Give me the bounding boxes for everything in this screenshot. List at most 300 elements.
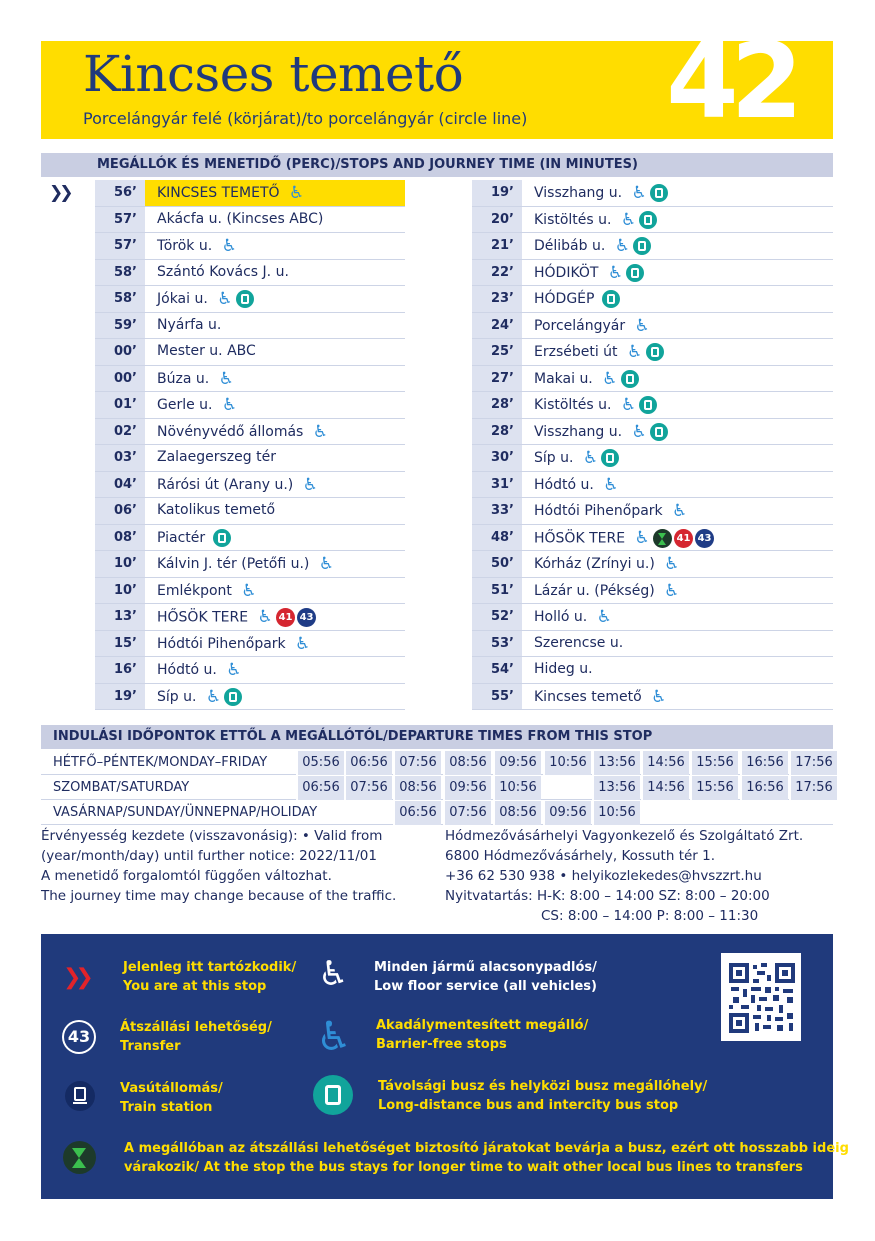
- departure-row: [41, 751, 833, 775]
- stop-name-text: Síp u.: [157, 688, 197, 705]
- stop-name-text: Síp u.: [534, 450, 574, 466]
- operator-info: [445, 826, 803, 926]
- stop-name-text: Mester u. ABC: [157, 343, 256, 359]
- info-line: (year/month/day) until further notice: 2022/11/01: [41, 848, 377, 864]
- stop-time: 08’: [95, 525, 145, 551]
- stop-row: [472, 604, 833, 631]
- stop-row: [95, 657, 405, 684]
- stop-name: [145, 260, 405, 286]
- stop-time: 10’: [95, 578, 145, 604]
- stop-time: 21’: [472, 233, 522, 259]
- stop-time: 02’: [95, 419, 145, 445]
- stop-row: [472, 631, 833, 658]
- stop-row: [95, 472, 405, 499]
- stops-left-column: [95, 180, 405, 710]
- wheelchair-icon: ♿: [288, 183, 305, 203]
- wheelchair-icon: ♿: [257, 607, 273, 627]
- current-stop-arrow-icon: ❯❯: [49, 183, 70, 203]
- stop-row: [95, 286, 405, 313]
- operator-address: 6800 Hódmezővásárhely, Kossuth tér 1.: [445, 848, 716, 864]
- stop-name: [522, 578, 833, 604]
- opening-hours: Nyitvatartás: H-K: 8:00 – 14:00 SZ: 8:00 – 20:00: [445, 888, 770, 904]
- stop-icons: [294, 635, 312, 653]
- stop-time: 50’: [472, 551, 522, 577]
- info-line: A menetidő forgalomtól függően változhat.: [41, 868, 332, 884]
- departure-time: 05:56: [296, 751, 344, 775]
- stop-row: [472, 578, 833, 605]
- stop-icons: [633, 529, 714, 548]
- stop-row: [472, 392, 833, 419]
- transfer-icon: 43: [62, 1020, 96, 1054]
- stop-name: [145, 445, 405, 471]
- wheelchair-icon: ♿: [664, 580, 680, 601]
- route-number: 42: [666, 41, 795, 139]
- departure-time: 16:56: [740, 776, 788, 800]
- page-title: Kincses temető: [83, 45, 464, 103]
- stop-row: [95, 233, 405, 260]
- departure-time: 17:56: [789, 776, 837, 800]
- intercity-bus-icon: [639, 396, 657, 414]
- wheelchair-icon: ♿: [221, 236, 237, 256]
- page-subtitle: Porcelángyár felé (körjárat)/to porcelángyár (circle line): [83, 109, 528, 128]
- stop-time: 25’: [472, 339, 522, 365]
- stop-name-text: Kincses temető: [534, 688, 642, 705]
- qr-code-image: [729, 963, 795, 1033]
- wheelchair-icon: ♿: [226, 660, 242, 680]
- stop-time: 00’: [95, 366, 145, 392]
- stop-name-text: Kórház (Zrínyi u.): [534, 556, 655, 572]
- intercity-bus-icon: [639, 211, 657, 229]
- departures-heading-bar: [41, 725, 833, 749]
- departure-time: 09:56: [493, 751, 541, 775]
- wheelchair-icon: ♿: [626, 342, 643, 362]
- barrier-free-wheelchair-icon: ♿: [316, 1014, 352, 1060]
- stop-name: [145, 578, 405, 604]
- legend-transfer: Átszállási lehetőség/ Transfer: [120, 1020, 272, 1054]
- stop-name-text: Katolikus temető: [157, 502, 276, 518]
- stop-time: 01’: [95, 392, 145, 418]
- stop-name: [145, 472, 405, 498]
- stop-row: [95, 445, 405, 472]
- stop-time: 53’: [472, 631, 522, 657]
- stop-name: [522, 313, 833, 339]
- stop-name: [145, 313, 405, 339]
- stop-time: 59’: [95, 313, 145, 339]
- stop-time: 19’: [95, 684, 145, 710]
- stop-icons: [225, 661, 243, 679]
- stop-time: 16’: [95, 657, 145, 683]
- stop-icons: [317, 555, 335, 573]
- stop-row: [472, 551, 833, 578]
- stop-name: [145, 684, 405, 710]
- stop-name-text: HÓDIKÖT: [534, 264, 599, 281]
- stop-name: [145, 551, 405, 577]
- departure-time: 13:56: [592, 751, 640, 775]
- wheelchair-icon: ♿: [672, 501, 688, 521]
- stop-name: [145, 657, 405, 683]
- stop-icons: [204, 688, 242, 706]
- stop-name-text: Rárósi út (Arany u.): [157, 476, 294, 493]
- stop-name-text: Délibáb u.: [534, 238, 606, 254]
- departure-row: [41, 801, 833, 825]
- stop-name-text: KINCSES TEMETŐ: [157, 185, 280, 201]
- departure-time: 17:56: [789, 751, 837, 775]
- validity-info: [41, 826, 396, 906]
- stop-time: 48’: [472, 525, 522, 551]
- stop-name: [145, 604, 405, 630]
- wheelchair-icon: ♿: [634, 527, 650, 548]
- stop-icons: [221, 396, 239, 414]
- wheelchair-icon: ♿: [634, 315, 650, 336]
- departure-day-label: HÉTFŐ–PÉNTEK/MONDAY–FRIDAY: [53, 755, 268, 770]
- stop-time: 04’: [95, 472, 145, 498]
- stop-time: 19’: [472, 180, 522, 206]
- stop-icons: [626, 343, 664, 361]
- wheelchair-icon: ♿: [241, 580, 257, 601]
- stop-icons: [217, 370, 235, 388]
- stop-name-text: Szántó Kovács J. u.: [157, 263, 289, 280]
- stop-time: 31’: [472, 472, 522, 498]
- stop-row: [95, 578, 405, 605]
- hourglass-icon: [653, 529, 672, 548]
- stop-name-text: Hódtói Pihenőpark: [534, 503, 663, 519]
- stop-icons: [301, 476, 319, 494]
- stop-icons: [256, 608, 316, 627]
- info-line: The journey time may change because of the traffic.: [41, 888, 397, 904]
- departure-time: 14:56: [641, 776, 689, 800]
- departure-time: 10:56: [592, 801, 640, 825]
- stop-row: [95, 366, 405, 393]
- stop-row: [95, 525, 405, 552]
- stop-time: 55’: [472, 684, 522, 710]
- info-line: Érvényesség kezdete (visszavonásig): • Valid from: [41, 828, 383, 844]
- stop-name-text: Kálvin J. tér (Petőfi u.): [157, 556, 310, 572]
- stop-name: [145, 498, 405, 524]
- stop-time: 58’: [95, 286, 145, 312]
- wheelchair-icon: ♿: [295, 633, 311, 654]
- stop-name-text: Hódtói Pihenőpark: [157, 635, 286, 652]
- stop-name: [522, 657, 833, 683]
- stop-icons: [630, 184, 668, 202]
- stops-right-column: [472, 180, 833, 710]
- stop-row: [472, 445, 833, 472]
- departure-time: 06:56: [344, 751, 392, 775]
- departure-time: 16:56: [740, 751, 788, 775]
- stop-name-text: Jókai u.: [157, 291, 208, 307]
- stop-time: 28’: [472, 419, 522, 445]
- intercity-bus-icon: [646, 343, 664, 361]
- stop-name: [145, 233, 405, 259]
- wheelchair-icon: ♿: [205, 686, 222, 707]
- stop-row: [472, 286, 833, 313]
- intercity-bus-icon: [213, 529, 231, 547]
- stop-icons: [663, 582, 681, 600]
- stop-name-text: Piactér: [157, 529, 206, 546]
- stop-icons: [613, 237, 651, 255]
- stop-name-text: Növényvédő állomás: [157, 423, 304, 440]
- stop-name-text: Porcelángyár: [534, 317, 626, 334]
- stop-time: 03’: [95, 445, 145, 471]
- stop-name: [522, 392, 833, 418]
- legend-wait: A megállóban az átszállási lehetőséget biztosító járatokat bevárja a busz, ezért ott hosszabb ideig várakozik/ At the stop the bus stays for longer time to wait other local bus lines to transfers: [124, 1141, 849, 1175]
- stop-icons: [220, 237, 238, 255]
- stop-row: [95, 498, 405, 525]
- wheelchair-icon: ♿: [318, 554, 334, 574]
- stop-time: 06’: [95, 498, 145, 524]
- stop-name-text: Kistöltés u.: [534, 397, 612, 413]
- stop-icons: [602, 476, 620, 494]
- stop-icons: [240, 582, 258, 600]
- stop-time: 00’: [95, 339, 145, 365]
- departure-time: 07:56: [344, 776, 392, 800]
- stop-time: 51’: [472, 578, 522, 604]
- stop-name: [522, 419, 833, 445]
- departure-time: 07:56: [393, 751, 441, 775]
- stop-name: [522, 525, 833, 551]
- stop-row: [95, 419, 405, 446]
- current-stop-row: [95, 180, 405, 207]
- stop-row: [472, 313, 833, 340]
- stop-row: [472, 525, 833, 552]
- intercity-bus-icon: [236, 290, 254, 308]
- stop-icons: [663, 555, 681, 573]
- stop-row: [95, 207, 405, 234]
- intercity-bus-icon: [601, 449, 619, 467]
- stop-icons: [606, 264, 644, 282]
- stop-time: 27’: [472, 366, 522, 392]
- departure-time: 15:56: [690, 751, 738, 775]
- departure-time: 08:56: [393, 776, 441, 800]
- stop-icons: [581, 449, 619, 467]
- stop-name-text: Hódtó u.: [157, 662, 217, 678]
- departure-time: 13:56: [592, 776, 640, 800]
- departure-day-label: SZOMBAT/SATURDAY: [53, 780, 190, 795]
- departure-time: 06:56: [296, 776, 344, 800]
- stop-icons: [213, 529, 231, 547]
- stop-name: [145, 525, 405, 551]
- stop-icons: [630, 423, 668, 441]
- operator-name: Hódmezővásárhelyi Vagyonkezelő és Szolgáltató Zrt.: [445, 828, 804, 844]
- stop-name-text: Akácfa u. (Kincses ABC): [157, 210, 324, 227]
- low-floor-wheelchair-icon: ♿: [318, 954, 349, 994]
- wheelchair-icon: ♿: [651, 686, 667, 707]
- stop-row: [472, 498, 833, 525]
- stop-name: [522, 180, 833, 206]
- intercity-bus-icon: [650, 423, 668, 441]
- line-43-icon: 43: [695, 529, 714, 548]
- stop-icons: [619, 211, 657, 229]
- header-banner: [41, 41, 833, 139]
- stop-time: 56’: [95, 180, 145, 206]
- stop-name: [145, 286, 405, 312]
- wheelchair-icon: ♿: [631, 183, 647, 203]
- stop-name: [522, 604, 833, 630]
- wheelchair-icon: ♿: [582, 448, 599, 468]
- stop-icons: [602, 290, 620, 308]
- stop-name: [522, 498, 833, 524]
- stop-name: [145, 631, 405, 657]
- stop-time: 57’: [95, 207, 145, 233]
- stop-name: [145, 180, 405, 206]
- intercity-bus-icon: [650, 184, 668, 202]
- stop-time: 30’: [472, 445, 522, 471]
- departure-time: 10:56: [543, 751, 591, 775]
- stop-name-text: Nyárfa u.: [157, 316, 222, 333]
- stop-row: [472, 419, 833, 446]
- stop-name-text: Szerencse u.: [534, 634, 624, 651]
- stop-row: [95, 551, 405, 578]
- train-icon: [65, 1081, 95, 1111]
- stop-time: 20’: [472, 207, 522, 233]
- hourglass-icon: [63, 1141, 96, 1174]
- stop-name: [145, 392, 405, 418]
- stop-name-text: Zalaegerszeg tér: [157, 449, 276, 465]
- stop-row: [95, 260, 405, 287]
- stops-heading: MEGÁLLÓK ÉS MENETIDŐ (PERC)/STOPS AND JOURNEY TIME (IN MINUTES): [97, 157, 638, 172]
- stop-name: [522, 260, 833, 286]
- stop-row: [472, 207, 833, 234]
- departure-time: 10:56: [493, 776, 541, 800]
- intercity-bus-icon: [313, 1075, 353, 1115]
- stop-name-text: Erzsébeti út: [534, 344, 618, 360]
- stop-icons: [650, 688, 668, 706]
- stop-name: [145, 207, 405, 233]
- stop-row: [472, 684, 833, 711]
- wheelchair-icon: ♿: [631, 421, 647, 442]
- stop-time: 33’: [472, 498, 522, 524]
- stop-row: [472, 657, 833, 684]
- departure-time: 08:56: [443, 751, 491, 775]
- departure-time: 06:56: [393, 801, 441, 825]
- stop-row: [472, 472, 833, 499]
- stop-name-text: HŐSÖK TERE: [534, 530, 626, 546]
- stop-row: [95, 684, 405, 711]
- line-43-icon: 43: [297, 608, 316, 627]
- stop-name-text: Hódtó u.: [534, 476, 594, 493]
- stop-row: [472, 339, 833, 366]
- stop-name: [522, 366, 833, 392]
- stop-time: 13’: [95, 604, 145, 630]
- wheelchair-icon: ♿: [607, 262, 624, 283]
- stop-name-text: Török u.: [157, 238, 213, 254]
- stop-name-text: Makai u.: [534, 370, 593, 387]
- stop-row: [472, 366, 833, 393]
- qr-code[interactable]: [719, 951, 803, 1043]
- stop-icons: [288, 184, 306, 202]
- wheelchair-icon: ♿: [664, 554, 680, 574]
- stop-time: 23’: [472, 286, 522, 312]
- wheelchair-icon: ♿: [312, 421, 328, 442]
- current-stop-chevron-icon: ❯❯: [63, 965, 88, 990]
- legend-intercity: Távolsági busz és helyközi busz megállóhely/ Long-distance bus and intercity bus stop: [378, 1079, 708, 1113]
- stop-name-text: Visszhang u.: [534, 185, 623, 201]
- stop-time: 22’: [472, 260, 522, 286]
- wheelchair-icon: ♿: [302, 474, 318, 495]
- stop-name: [522, 207, 833, 233]
- stop-row: [95, 392, 405, 419]
- stop-name: [522, 472, 833, 498]
- stop-name-text: Lázár u. (Pékség): [534, 582, 655, 599]
- stop-name-text: Holló u.: [534, 609, 588, 625]
- stop-row: [472, 233, 833, 260]
- stop-name: [145, 419, 405, 445]
- wheelchair-icon: ♿: [221, 395, 238, 415]
- stop-time: 58’: [95, 260, 145, 286]
- stop-time: 54’: [472, 657, 522, 683]
- stop-name-text: HŐSÖK TERE: [157, 609, 249, 626]
- legend-current-stop: Jelenleg itt tartózkodik/ You are at this stop: [123, 960, 297, 994]
- legend-low-floor: Minden jármű alacsonypadlós/ Low floor service (all vehicles): [374, 960, 597, 994]
- stop-row: [472, 180, 833, 207]
- stop-name-text: HÓDGÉP: [534, 291, 595, 307]
- legend-barrier-free: Akadálymentesített megálló/ Barrier-free stops: [376, 1018, 589, 1052]
- stop-name: [522, 286, 833, 312]
- stop-name-text: Kistöltés u.: [534, 211, 612, 228]
- departures-heading: INDULÁSI IDŐPONTOK ETTŐL A MEGÁLLÓTÓL/DEPARTURE TIMES FROM THIS STOP: [53, 729, 653, 744]
- operator-contact: +36 62 530 938 • helyikozlekedes@hvszzrt.hu: [445, 868, 762, 884]
- stop-time: 28’: [472, 392, 522, 418]
- stop-icons: [619, 396, 657, 414]
- stop-icons: [671, 502, 689, 520]
- stop-row: [95, 313, 405, 340]
- stop-icons: [595, 608, 613, 626]
- legend-panel: [41, 934, 849, 1199]
- stop-row: [95, 604, 405, 631]
- stop-icons: [601, 370, 639, 388]
- stop-name: [522, 684, 833, 710]
- stops-heading-bar: [41, 153, 833, 177]
- intercity-bus-icon: [633, 237, 651, 255]
- stop-name-text: Hideg u.: [534, 661, 593, 677]
- stop-name-text: Emlékpont: [157, 582, 232, 599]
- departure-time: 15:56: [690, 776, 738, 800]
- stop-time: 15’: [95, 631, 145, 657]
- departure-time: 14:56: [641, 751, 689, 775]
- line-41-icon: 41: [674, 529, 693, 548]
- stop-icons: [633, 317, 651, 335]
- intercity-bus-icon: [621, 370, 639, 388]
- departure-time: 07:56: [443, 801, 491, 825]
- wheelchair-icon: ♿: [596, 607, 612, 627]
- stop-name: [522, 631, 833, 657]
- stop-time: 24’: [472, 313, 522, 339]
- stop-name: [522, 339, 833, 365]
- stop-row: [95, 339, 405, 366]
- wheelchair-icon: ♿: [614, 236, 630, 256]
- intercity-bus-icon: [602, 290, 620, 308]
- stop-name: [522, 233, 833, 259]
- wheelchair-icon: ♿: [603, 474, 619, 495]
- intercity-bus-icon: [626, 264, 644, 282]
- departure-day-label: VASÁRNAP/SUNDAY/ÜNNEPNAP/HOLIDAY: [53, 805, 318, 820]
- stop-name: [522, 445, 833, 471]
- departure-time: 09:56: [543, 801, 591, 825]
- stop-name: [145, 339, 405, 365]
- stop-name-text: Gerle u.: [157, 397, 213, 413]
- intercity-bus-icon: [224, 688, 242, 706]
- stop-time: 57’: [95, 233, 145, 259]
- wheelchair-icon: ♿: [602, 368, 618, 389]
- line-41-icon: 41: [276, 608, 295, 627]
- stop-name-text: Búza u.: [157, 370, 210, 387]
- stop-name: [145, 366, 405, 392]
- stop-icons: [216, 290, 254, 308]
- stop-time: 52’: [472, 604, 522, 630]
- opening-hours-cont: CS: 8:00 – 14:00 P: 8:00 – 11:30: [541, 908, 759, 924]
- wheelchair-icon: ♿: [218, 368, 234, 389]
- legend-train: Vasútállomás/ Train station: [120, 1081, 223, 1115]
- stop-row: [95, 631, 405, 658]
